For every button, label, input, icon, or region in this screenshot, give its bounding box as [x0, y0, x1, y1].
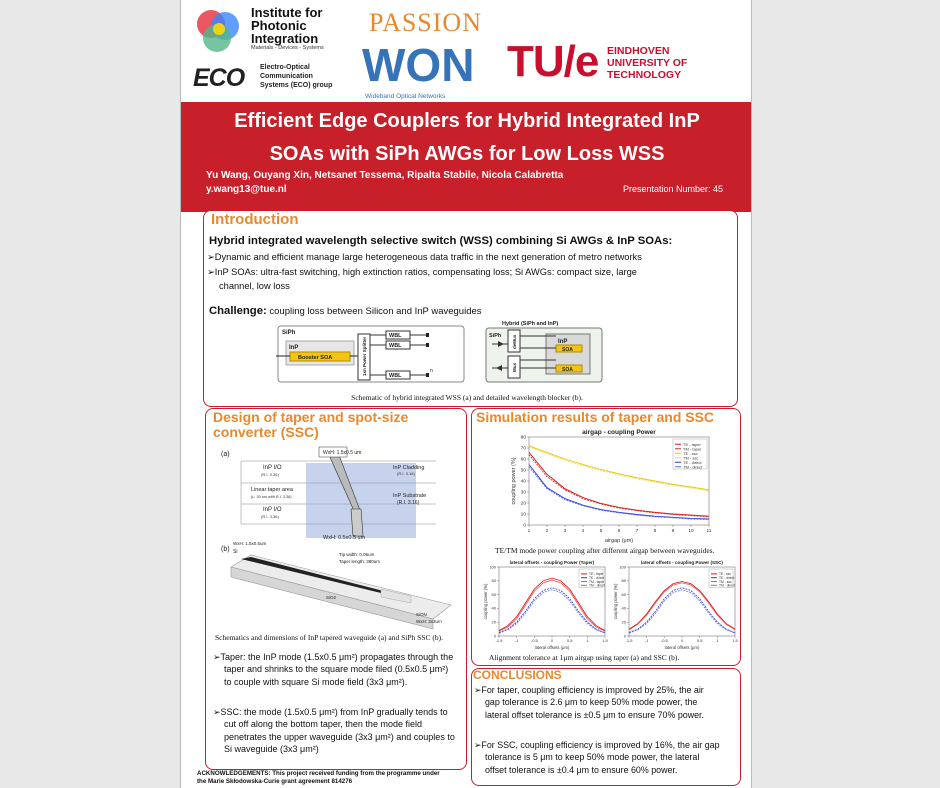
fig-ssc-b-si: Si — [233, 549, 238, 555]
legend-label: TE - direct — [719, 575, 735, 580]
ssc-figure-b — [211, 541, 461, 634]
taper-p1-line1: ➢Taper: the InP mode (1.5x0.5 μm²) propagates through the — [213, 652, 454, 662]
fig-taper-a-linear: Linear taper area — [251, 487, 293, 493]
fig-a-n-label: n — [430, 368, 433, 374]
fig-taper-a-ri-inp: (R.I. 3.36) — [261, 472, 279, 477]
won-logo: WON — [362, 39, 475, 91]
x-tick-label: 9 — [671, 528, 675, 534]
ipi-name-line3: Integration — [251, 31, 319, 46]
ipi-logo-icon — [193, 6, 243, 56]
lateral-offset-taper-chart — [481, 558, 609, 650]
taper-figure-a — [211, 441, 461, 541]
conclusions-heading: CONCLUSIONS — [473, 668, 562, 682]
legend-label: TE - ssc — [719, 572, 732, 577]
y-axis-label: coupling power (%) — [483, 583, 488, 620]
fig-ssc-b-wh: WxH: 1.5x0.5um — [233, 541, 267, 546]
x-tick-label: 8 — [653, 528, 657, 534]
y-tick-label: 0 — [623, 633, 626, 639]
legend-label: TE - ssc — [683, 450, 698, 456]
y-axis-label: coupling power (%) — [511, 457, 517, 505]
legend-label: TM - direct — [683, 464, 703, 470]
legend-label: TM - direct — [589, 583, 605, 588]
x-tick-label: 0 — [550, 638, 554, 643]
airgap-coupling-chart — [507, 425, 717, 543]
fig-ssc-b-sion-wh: WxH: 3x3um — [416, 619, 442, 624]
taper-figure-caption: Schematics and dimensions of InP tapered waveguide (a) and SiPh SSC (b). — [215, 633, 444, 642]
legend-label: TE - direct — [589, 575, 605, 580]
challenge-label: Challenge: — [209, 305, 267, 317]
acknowledgements — [197, 770, 440, 785]
fig-taper-a-wh-top: WxH: 1.5x0.5 um — [323, 450, 362, 456]
conclusion-2-line3: offset tolerance is ±0.4 μm to ensure 60% power. — [485, 764, 678, 775]
intro-bullet-1: ➢Dynamic and efficient manage large heterogeneous data traffic in the next generation of metro networks — [207, 252, 642, 262]
fig-b-siph-label: SiPh — [489, 333, 502, 339]
y-tick-label: 100 — [619, 564, 626, 570]
conclusion-2-line2: tolerance is 5 μm to keep 50% mode power, the lateral — [485, 752, 700, 763]
x-tick-label: 1.5 — [732, 638, 738, 643]
x-tick-label: 2 — [545, 528, 549, 534]
legend-label: TE - taper — [683, 441, 701, 447]
fig-a-splitter-label: 1xn Power Splitter — [362, 336, 367, 376]
fig-taper-a-linear-sub: (L: 30 um with R.I. 3.36) — [251, 495, 292, 499]
chart-title: lateral offsets - coupling Power (SSC) — [641, 560, 723, 565]
x-tick-label: 5 — [599, 528, 603, 534]
legend-label: TM - taper — [589, 579, 605, 584]
x-tick-label: -1.5 — [495, 638, 503, 643]
taper-p2-line4: Si waveguide (3x3 μm²) — [224, 743, 319, 754]
taper-paragraph-1 — [213, 651, 453, 688]
x-tick-label: 1 — [716, 638, 719, 643]
taper-p2-line2: cut off along the bottom taper, then the mode field — [224, 719, 422, 730]
x-tick-label: -1 — [514, 638, 519, 643]
x-axis-label: lateral offsets (μm) — [534, 645, 570, 650]
y-tick-label: 80 — [621, 578, 626, 584]
poster-title-line1: Efficient Edge Couplers for Hybrid Integrated InP — [234, 110, 700, 132]
fig-taper-a-cladding: InP Cladding — [393, 465, 425, 471]
poster — [180, 0, 752, 788]
conclusion-2-line1: ➢For SSC, coupling efficiency is improved by 16%, the air gap — [474, 740, 720, 750]
fig-taper-a-ri-clad: (R.I. 3.16) — [397, 471, 415, 476]
fig-ssc-b-sion: SiON — [416, 612, 427, 617]
fig-taper-a-inp-io: InP I/O — [263, 465, 282, 471]
y-tick-label: 30 — [520, 490, 526, 496]
chart-title: airgap - coupling Power — [582, 429, 656, 436]
challenge-line — [209, 305, 482, 317]
fig-b-inp-label: InP — [558, 339, 568, 345]
x-tick-label: 7 — [635, 528, 639, 534]
eco-line3: Systems (ECO) group — [260, 82, 333, 89]
taper-paragraph-2 — [213, 706, 455, 755]
fig-a-inp-label: InP — [289, 345, 299, 351]
wss-schematic-b — [484, 318, 606, 384]
fig-taper-a-ri-sub: (R.I. 3.16) — [397, 500, 420, 506]
introduction-subheading: Hybrid integrated wavelength selective switch (WSS) combining Si AWGs & InP SOAs: — [209, 235, 673, 247]
tue-logo: TU/e — [507, 37, 599, 86]
y-tick-label: 60 — [520, 457, 526, 463]
y-tick-label: 20 — [520, 501, 526, 507]
ipi-subtitle: Materials - Devices - Systems — [251, 45, 324, 51]
fig-ssc-b-tip: Tip width: 0.06um — [339, 552, 375, 557]
y-tick-label: 10 — [520, 512, 526, 518]
challenge-text: coupling loss between Silicon and InP waveguides — [266, 306, 482, 317]
fig-ssc-b-sio2: SiO2 — [326, 595, 337, 600]
legend-label: TE - direct — [683, 459, 702, 465]
fig-ssc-b-label: (b) — [221, 546, 230, 553]
y-tick-label: 40 — [520, 479, 526, 485]
fig-b-mux-label: Mux — [512, 363, 517, 372]
conclusion-2 — [474, 739, 720, 776]
taper-p1-line2: taper and shrinks to the square mode filed (0.5x0.5 μm²) — [224, 664, 449, 675]
y-axis-label: coupling power (%) — [613, 583, 618, 620]
taper-heading-line1: Design of taper and spot-size — [213, 409, 409, 425]
ipi-name-line1: Institute for — [251, 5, 323, 20]
y-tick-label: 40 — [621, 605, 626, 611]
taper-p2-line1: ➢SSC: the mode (1.5x0.5 μm²) from InP gradually tends to — [213, 707, 448, 717]
x-tick-label: 10 — [688, 528, 694, 534]
y-tick-label: 50 — [520, 468, 526, 474]
x-tick-label: 11 — [706, 528, 712, 534]
fig-a-wbl1: WBL — [389, 333, 402, 339]
won-subtitle: Wideband Optical Networks — [365, 93, 446, 100]
y-tick-label: 60 — [491, 591, 496, 597]
fig-a-wbl3: WBL — [389, 373, 402, 379]
y-tick-label: 100 — [489, 564, 496, 570]
author-email: y.wang13@tue.nl — [206, 184, 287, 195]
conclusion-1-line3: lateral offset tolerance is ±0.5 μm to ensure 70% power. — [485, 709, 704, 720]
conclusion-1-line2: gap tolerance is 2.6 μm to keep 50% mode power, the — [485, 697, 698, 708]
y-tick-label: 60 — [621, 591, 626, 597]
eco-line1: Electro-Optical — [260, 64, 310, 71]
tue-line2: UNIVERSITY OF — [607, 57, 688, 69]
x-tick-label: -0.5 — [660, 638, 668, 643]
fig-b-demux-label: deMux — [512, 334, 517, 349]
simulation-heading: Simulation results of taper and SSC — [476, 409, 715, 425]
intro-bullet-2-cont: channel, low loss — [219, 281, 290, 291]
fig-a-soa-label: Booster SOA — [298, 355, 333, 361]
legend-label: TM - ssc — [683, 455, 699, 461]
ack-line2: the Marie Skłodowska-Curie grant agreement 814276 — [197, 777, 353, 785]
taper-p1-line3: to couple with square Si mode field (3x3 μm²). — [224, 676, 408, 687]
x-tick-label: 4 — [581, 528, 585, 534]
x-tick-label: 1 — [527, 528, 531, 534]
x-tick-label: 0.5 — [566, 638, 573, 643]
fig-taper-a-label: (a) — [221, 451, 230, 458]
x-tick-label: 1.5 — [602, 638, 608, 643]
fig-a-siph-label: SiPh — [282, 330, 296, 336]
fig-taper-a-substrate: InP Substrate — [393, 493, 427, 499]
tue-line1: EINDHOVEN — [607, 45, 670, 57]
wss-schematic-a — [276, 324, 466, 384]
legend-label: TM - ssc — [719, 579, 732, 584]
fig-taper-a-inp-io2: InP I/O — [263, 507, 282, 513]
fig-ssc-b-taper-len: Taper length: 380um — [339, 559, 381, 564]
y-tick-label: 80 — [491, 578, 496, 584]
chart-title: lateral offsets - coupling Power (Taper) — [509, 560, 595, 565]
y-tick-label: 0 — [493, 633, 496, 639]
intro-figure-caption: Schematic of hybrid integrated WSS (a) and detailed wavelength blocker (b). — [351, 393, 583, 402]
fig-taper-a-ri-inp2: (R.I. 3.36) — [261, 514, 279, 519]
x-tick-label: 1 — [586, 638, 589, 643]
x-tick-label: -1.5 — [625, 638, 633, 643]
x-axis-label: lateral offsets (μm) — [664, 645, 700, 650]
taper-p2-line3: penetrates the upper waveguide (3x3 μm²) and couples to — [224, 731, 455, 742]
passion-logo: PASSION — [369, 8, 482, 37]
fig-b-soa1: SOA — [562, 347, 573, 353]
legend-label: TE - taper — [589, 572, 604, 577]
x-tick-label: 3 — [563, 528, 567, 534]
x-tick-label: 0 — [680, 638, 684, 643]
fig-taper-a-wh-bot: WxH: 0.5x0.5 um — [323, 535, 366, 541]
y-tick-label: 0 — [523, 523, 526, 529]
y-tick-label: 40 — [491, 605, 496, 611]
lateral-offset-ssc-chart — [611, 558, 739, 650]
fig-a-wbl2: WBL — [389, 343, 402, 349]
eco-line2: Communication — [260, 73, 313, 80]
tue-line3: TECHNOLOGY — [607, 69, 682, 81]
y-tick-label: 80 — [520, 435, 526, 441]
fig-b-soa2: SOA — [562, 367, 573, 373]
simulation-caption-2: Alignment tolerance at 1μm airgap using taper (a) and SSC (b). — [489, 653, 680, 662]
conclusion-1-line1: ➢For taper, coupling efficiency is improved by 25%, the air — [474, 685, 704, 695]
conclusion-1 — [474, 684, 704, 721]
x-tick-label: 6 — [617, 528, 621, 534]
ipi-name-line2: Photonic — [251, 18, 307, 33]
y-tick-label: 20 — [491, 619, 496, 625]
y-tick-label: 70 — [520, 446, 526, 452]
x-tick-label: -1 — [644, 638, 649, 643]
y-tick-label: 20 — [621, 619, 626, 625]
simulation-caption-1: TE/TM mode power coupling after different airgap between waveguides. — [495, 546, 715, 555]
fig-b-title: Hybrid (SiPh and InP) — [502, 321, 559, 327]
x-tick-label: -0.5 — [530, 638, 538, 643]
eco-logo: ECO — [193, 64, 245, 92]
poster-title-line2: SOAs with SiPh AWGs for Low Loss WSS — [269, 143, 665, 165]
authors: Yu Wang, Ouyang Xin, Netsanet Tessema, Ripalta Stabile, Nicola Calabretta — [206, 170, 564, 181]
taper-heading-line2: converter (SSC) — [213, 424, 319, 440]
x-axis-label: airgap (μm) — [604, 538, 634, 543]
legend-label: TM - taper — [683, 446, 702, 452]
x-tick-label: 0.5 — [696, 638, 703, 643]
legend-label: TM - direct — [719, 583, 735, 588]
intro-bullet-2: ➢InP SOAs: ultra-fast switching, high extinction ratios, compensating loss; Si AWGs: compact size, large — [207, 267, 637, 277]
presentation-number: Presentation Number: 45 — [623, 184, 724, 194]
ack-line1: ACKNOWLEDGEMENTS: This project received funding from the programme under — [197, 770, 440, 777]
introduction-heading: Introduction — [211, 211, 299, 228]
